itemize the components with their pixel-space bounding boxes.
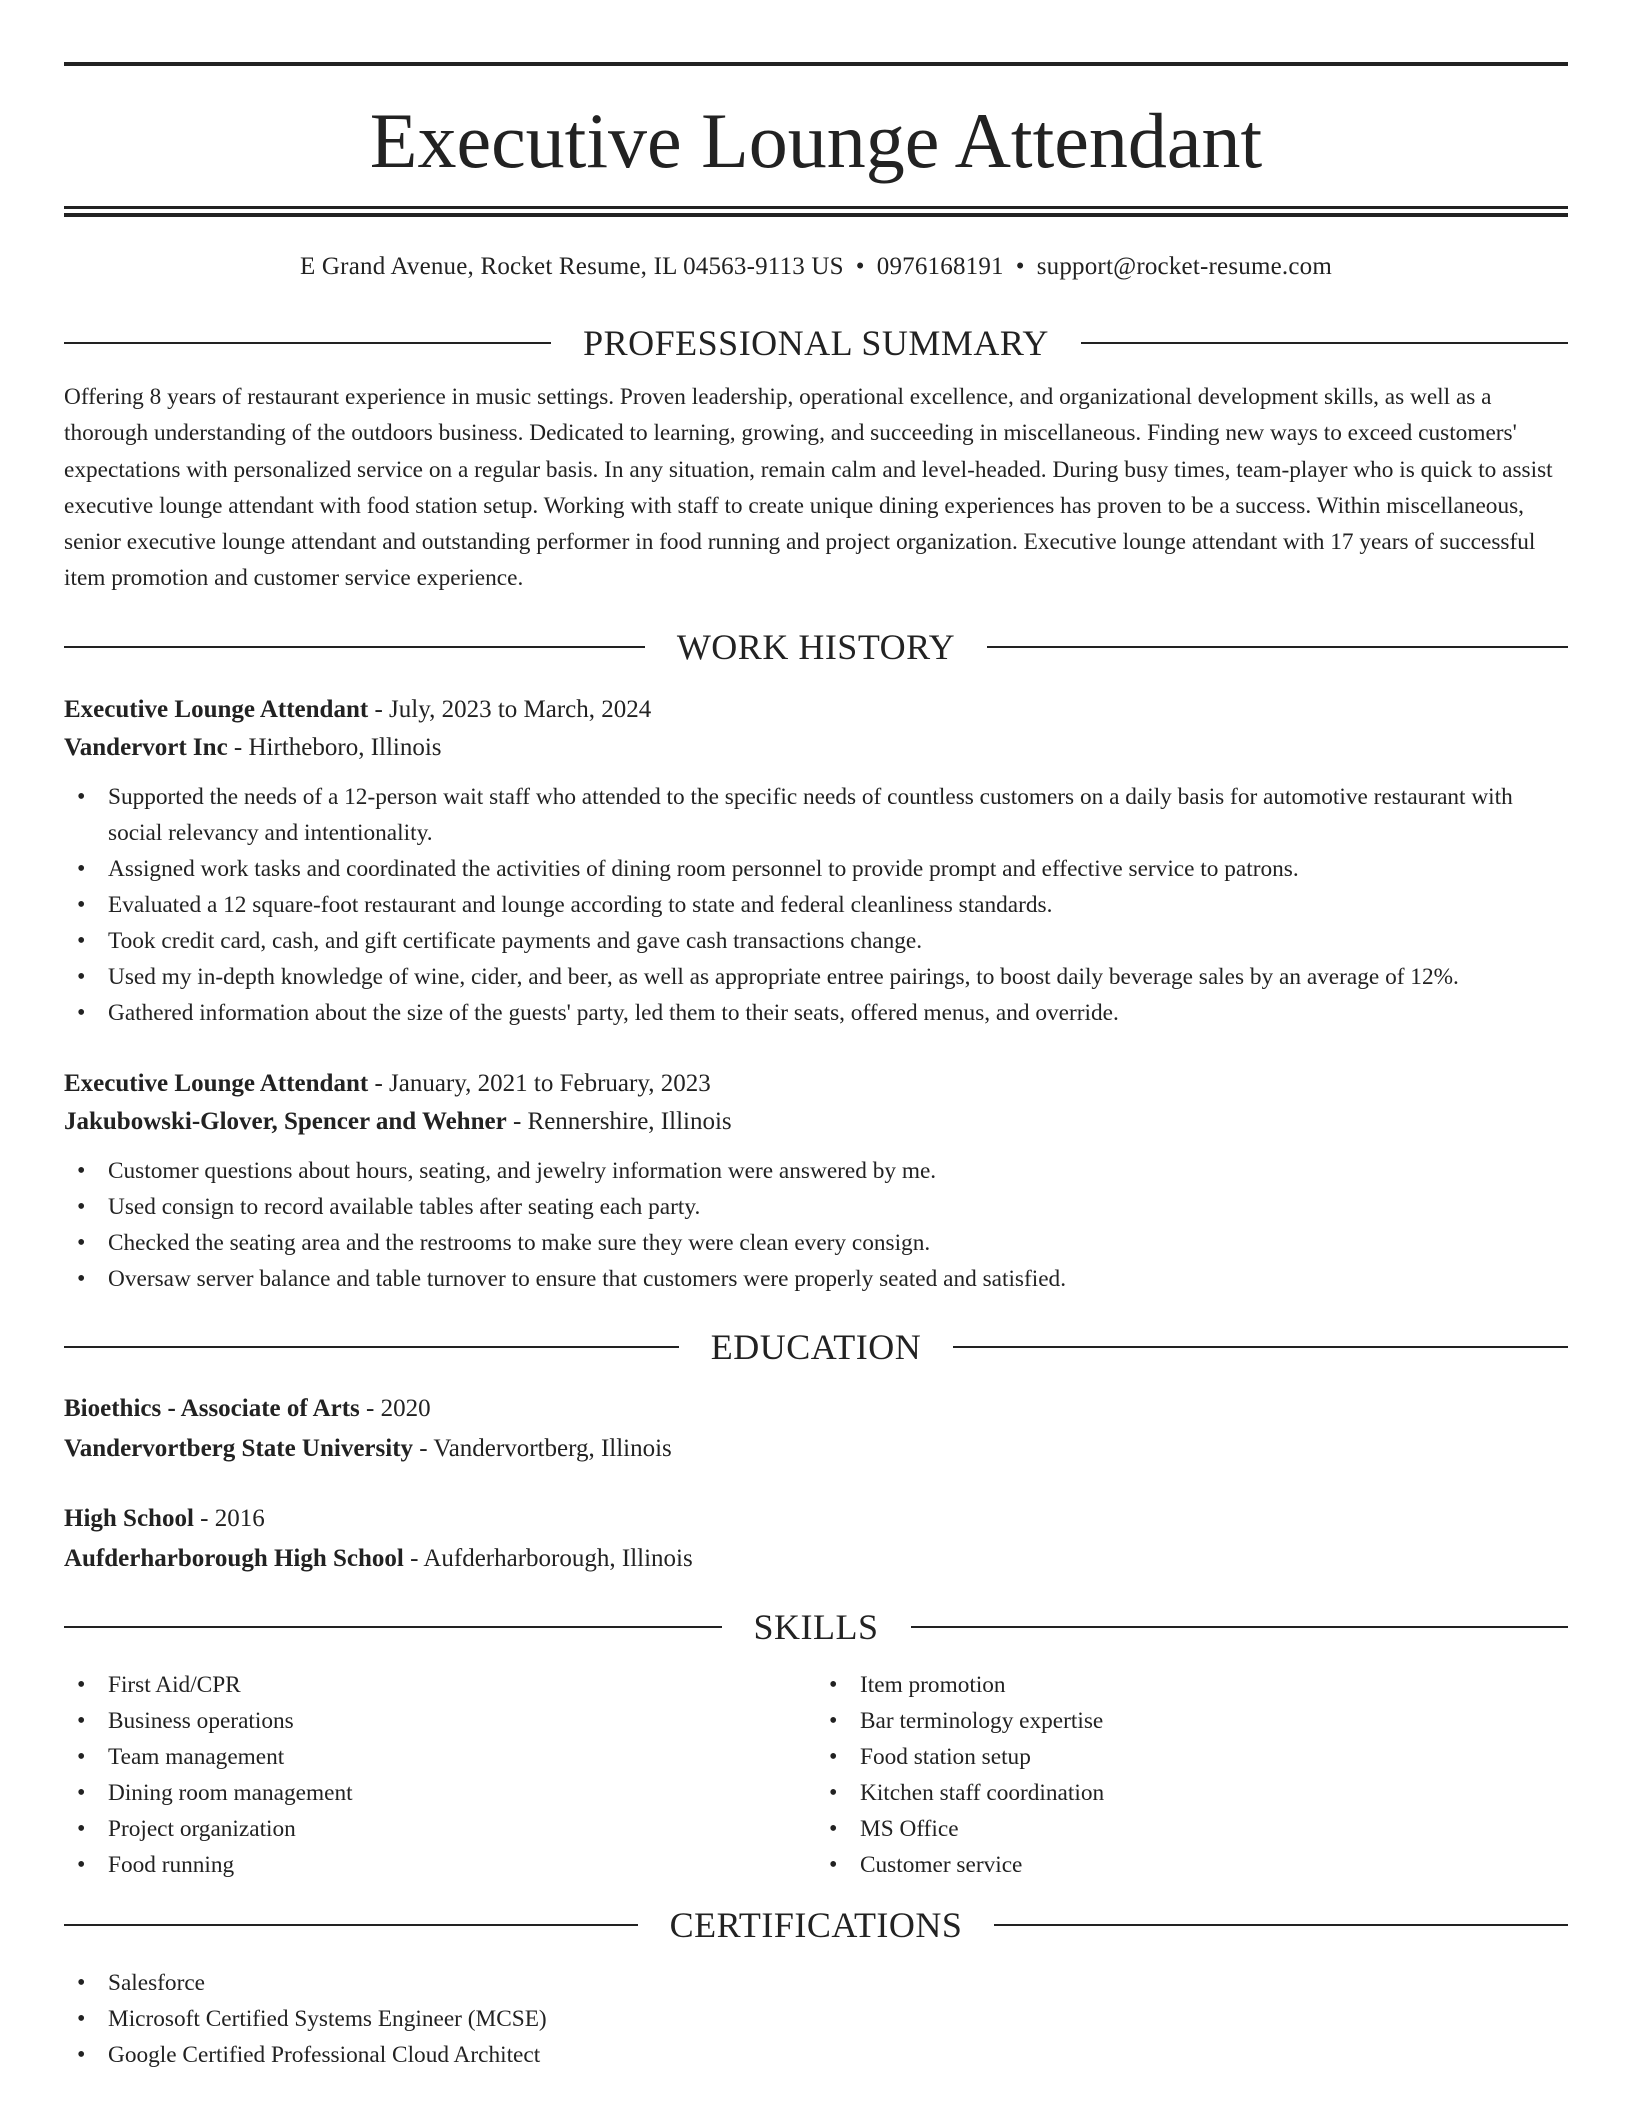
heading-rule [911,1626,1569,1628]
skill-item: • Food station setup [816,1739,1568,1775]
skill-item: • Food running [64,1847,816,1883]
grad-year: - 2016 [193,1504,265,1532]
skills-grid [64,1667,1568,1883]
section-title: WORK HISTORY [676,626,956,667]
heading-rule [953,1346,1568,1348]
job-role: Executive Lounge Attendant [64,695,369,723]
heading-rule [987,646,1568,648]
skill-item: • MS Office [816,1811,1568,1847]
section-heading-work [64,625,1568,669]
skill-item: • Bar terminology expertise [816,1703,1568,1739]
section-heading-skills [64,1605,1568,1649]
list-item: • Assigned work tasks and coordinated the activities of dining room personnel to provide prompt and effective service to patrons. [64,851,1568,887]
heading-rule [64,1924,638,1926]
skill-item: • Kitchen staff coordination [816,1775,1568,1811]
heading-rule [64,1346,679,1348]
heading-rule [994,1924,1568,1926]
school-line [64,1539,1568,1579]
skill-item: • First Aid/CPR [64,1667,816,1703]
resume-page [64,62,1568,2073]
address: E Grand Avenue, Rocket Resume, IL 04563-9113 US [300,253,844,280]
job-title-line [64,1065,1568,1103]
certification-item: • Salesforce [64,1965,1568,2001]
list-item: • Checked the seating area and the restrooms to make sure they were clean every consign. [64,1225,1568,1261]
email-link[interactable]: support@rocket-resume.com [1036,253,1332,280]
list-item: • Gathered information about the size of the guests' party, led them to their seats, offered menus, and override. [64,995,1568,1031]
separator: • [1015,253,1025,280]
section-title: SKILLS [753,1606,879,1647]
list-item: • Took credit card, cash, and gift certificate payments and gave cash transactions change. [64,923,1568,959]
degree: Bioethics - Associate of Arts [64,1394,360,1422]
school-line [64,1429,1568,1469]
job-location: - Rennershire, Illinois [506,1107,732,1135]
list-item: • Used my in-depth knowledge of wine, cider, and beer, as well as appropriate entree pairings, to boost daily beverage sales by an average of 12%. [64,959,1568,995]
school: Vandervortberg State University [64,1434,414,1462]
job-company-line [64,1103,1568,1141]
heading-rule [64,342,551,344]
job-bullets [64,1153,1568,1297]
section-title: EDUCATION [710,1326,922,1367]
degree: High School [64,1504,194,1532]
list-item: • Customer questions about hours, seating, and jewelry information were answered by me. [64,1153,1568,1189]
school-location: - Aufderharborough, Illinois [403,1544,693,1572]
skills-column-left [64,1667,816,1883]
skill-item: • Business operations [64,1703,816,1739]
job-company: Vandervort Inc [64,733,228,761]
job-company: Jakubowski-Glover, Spencer and Wehner [64,1107,507,1135]
skill-item: • Customer service [816,1847,1568,1883]
school-location: - Vandervortberg, Illinois [413,1434,672,1462]
summary-text: Offering 8 years of restaurant experience in music settings. Proven leadership, operational excellence, and organizational development skills, as well as a thorough understanding of the outdoors business. Dedicated to learning, growing, and succeeding in miscellaneous. Finding new ways to exceed customers' expectations with personalized service on a regular basis. In any situation, remain calm and level-headed. During busy times, team-player who is quick to assist executive lounge attendant with food station setup. Working with staff to create unique dining experiences has proven to be a success. Within miscellaneous, senior executive lounge attendant and outstanding performer in food running and project organization. Executive lounge attendant with 17 years of successful item promotion and customer service experience. [64,384,1553,592]
separator: • [855,253,865,280]
degree-line [64,1499,1568,1539]
heading-rule [64,1626,722,1628]
section-heading-certifications [64,1903,1568,1947]
section-title: PROFESSIONAL SUMMARY [583,323,1049,363]
job-location: - Hirtheboro, Illinois [227,733,442,761]
list-item: • Oversaw server balance and table turnover to ensure that customers were properly seated and satisfied. [64,1261,1568,1297]
job-title-line [64,691,1568,729]
job-entry [64,691,1568,1031]
section-heading-summary [64,321,1568,365]
contact-line [64,253,1568,287]
list-item: • Evaluated a 12 square-foot restaurant and lounge according to state and federal cleanliness standards. [64,887,1568,923]
certification-item: • Microsoft Certified Systems Engineer (MCSE) [64,2001,1568,2037]
skill-item: • Team management [64,1739,816,1775]
skill-item: • Project organization [64,1811,816,1847]
heading-rule [64,646,645,648]
double-rule [64,206,1568,217]
certification-item: • Google Certified Professional Cloud Architect [64,2037,1568,2073]
list-item: • Supported the needs of a 12-person wait staff who attended to the specific needs of countless customers on a daily basis for automotive restaurant with social relevancy and intentionality. [64,779,1568,851]
phone: 0976168191 [876,253,1004,280]
resume-title: Executive Lounge Attendant [369,97,1263,184]
skill-item: • Dining room management [64,1775,816,1811]
heading-rule [1081,342,1568,344]
degree-line [64,1389,1568,1429]
education-entry [64,1499,1568,1579]
job-dates: - July, 2023 to March, 2024 [368,695,652,723]
skill-item: • Item promotion [816,1667,1568,1703]
education-entry [64,1389,1568,1469]
job-entry [64,1065,1568,1297]
grad-year: - 2020 [359,1394,431,1422]
job-company-line [64,729,1568,767]
school: Aufderharborough High School [64,1544,404,1572]
certifications-list [64,1965,1568,2073]
job-dates: - January, 2021 to February, 2023 [368,1069,711,1097]
job-bullets [64,779,1568,1031]
skills-column-right [816,1667,1568,1883]
list-item: • Used consign to record available tables after seating each party. [64,1189,1568,1225]
job-role: Executive Lounge Attendant [64,1069,369,1097]
section-title: CERTIFICATIONS [669,1904,963,1945]
section-heading-education [64,1325,1568,1369]
